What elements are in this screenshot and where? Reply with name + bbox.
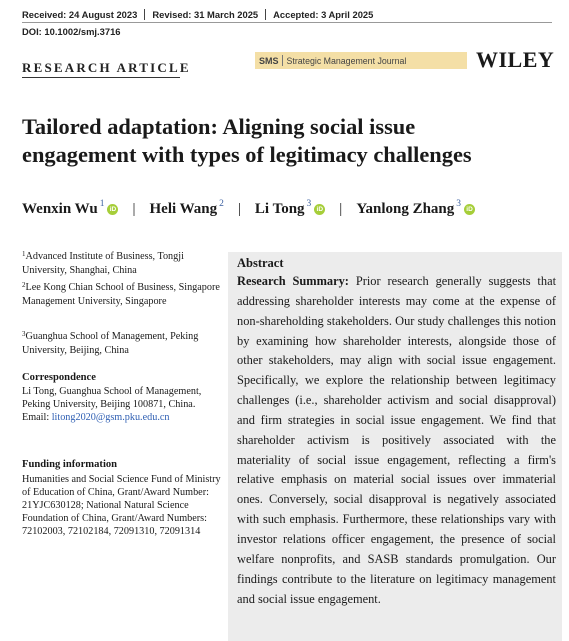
title-line-2: engagement with types of legitimacy challenges (22, 142, 472, 167)
journal-badge[interactable] (255, 52, 467, 69)
orcid-icon[interactable]: iD (314, 204, 325, 215)
affiliation (22, 330, 222, 357)
author-separator: | (339, 200, 343, 217)
correspondence-heading: Correspondence (22, 372, 96, 383)
abstract-heading: Abstract (237, 256, 284, 270)
article-type-underline (22, 77, 180, 78)
email-label: Email: (22, 412, 50, 423)
affiliation-number: 1 (22, 250, 26, 258)
abstract-text: Prior research generally suggests that addressing shareholder interests may come at the expense of non-shareholding stakeholders. Our study challenges this notion by examining how shareholder interests, alongside those of other stakeholders, may align with social issue engagement. Specifically, we explore the relationship between legitimacy challenges (i.e., shareholder activism and social disapproval) and firm strategies in social issue engagement. We find that shareholder activism is positively associated with the materiality of social issue engagement, reflecting a firm's relative emphasis on material social issues over immaterial ones. Conversely, social disapproval is negatively associated with such emphasis. Furthermore, these relationships vary with investor relations officer engagement, the presence of social welfare nonprofits, and SASB standards promulgation. Our findings contribute to the literature on legitimacy management and social issue engagement. (237, 274, 557, 606)
journal-name: Strategic Management Journal (286, 55, 407, 66)
correspondence-text (22, 385, 222, 424)
author-affiliation-ref: 3 (306, 199, 312, 209)
article-title (22, 113, 562, 169)
received-date: Received: 24 August 2023 (22, 8, 138, 20)
revised-date: Revised: 31 March 2025 (152, 8, 259, 20)
author-name[interactable]: Heli Wang (149, 200, 218, 217)
author-name[interactable]: Yanlong Zhang (356, 200, 455, 217)
doi[interactable]: DOI: 10.1002/smj.3716 (22, 26, 121, 37)
author-name[interactable]: Li Tong (254, 200, 305, 217)
header-rule (22, 22, 552, 23)
history-divider (265, 9, 266, 20)
affiliation (22, 250, 222, 277)
journal-badge-divider (282, 55, 283, 66)
title-line-1: Tailored adaptation: Aligning social issue (22, 114, 416, 139)
article-type: RESEARCH ARTICLE (22, 60, 191, 75)
journal-abbrev: SMS (259, 55, 279, 66)
orcid-icon[interactable]: iD (107, 204, 118, 215)
author-affiliation-ref: 2 (219, 199, 224, 209)
funding-heading: Funding information (22, 459, 118, 470)
affiliation-number: 3 (22, 330, 26, 338)
author-affiliation-ref: 1 (99, 199, 105, 209)
article-history (22, 7, 552, 21)
funding-text: Humanities and Social Science Fund of Ministry of Education of China, Grant/Award Number: 21YJC630128; National Natural Science Foundation of China, Grant/Award Numbers: 72102003, 72102184, 72091310, 72091314 (22, 474, 221, 537)
affiliation (22, 281, 222, 308)
author-separator: | (237, 200, 241, 217)
author-name[interactable]: Wenxin Wu (22, 200, 98, 217)
publisher-logo[interactable]: WILEY (476, 47, 555, 72)
affiliation-text: Advanced Institute of Business, Tongji University, Shanghai, China (22, 251, 184, 276)
accepted-date: Accepted: 3 April 2025 (273, 8, 374, 20)
author-affiliation-ref: 3 (456, 199, 462, 209)
author-list (22, 199, 475, 219)
orcid-icon[interactable]: iD (464, 204, 475, 215)
affiliation-text: Guanghua School of Management, Peking University, Beijing, China (22, 331, 199, 356)
correspondence-address: Li Tong, Guanghua School of Management, Peking University, Beijing 100871, China. (22, 386, 202, 410)
history-divider (144, 9, 145, 20)
affiliation-number: 2 (22, 281, 26, 289)
research-summary-label: Research Summary: (237, 274, 349, 288)
author-separator: | (132, 200, 136, 217)
abstract-body (237, 272, 556, 609)
correspondence-email-link[interactable]: litong2020@gsm.pku.edu.cn (51, 412, 170, 423)
affiliation-text: Lee Kong Chian School of Business, Singapore Management University, Singapore (22, 282, 220, 307)
